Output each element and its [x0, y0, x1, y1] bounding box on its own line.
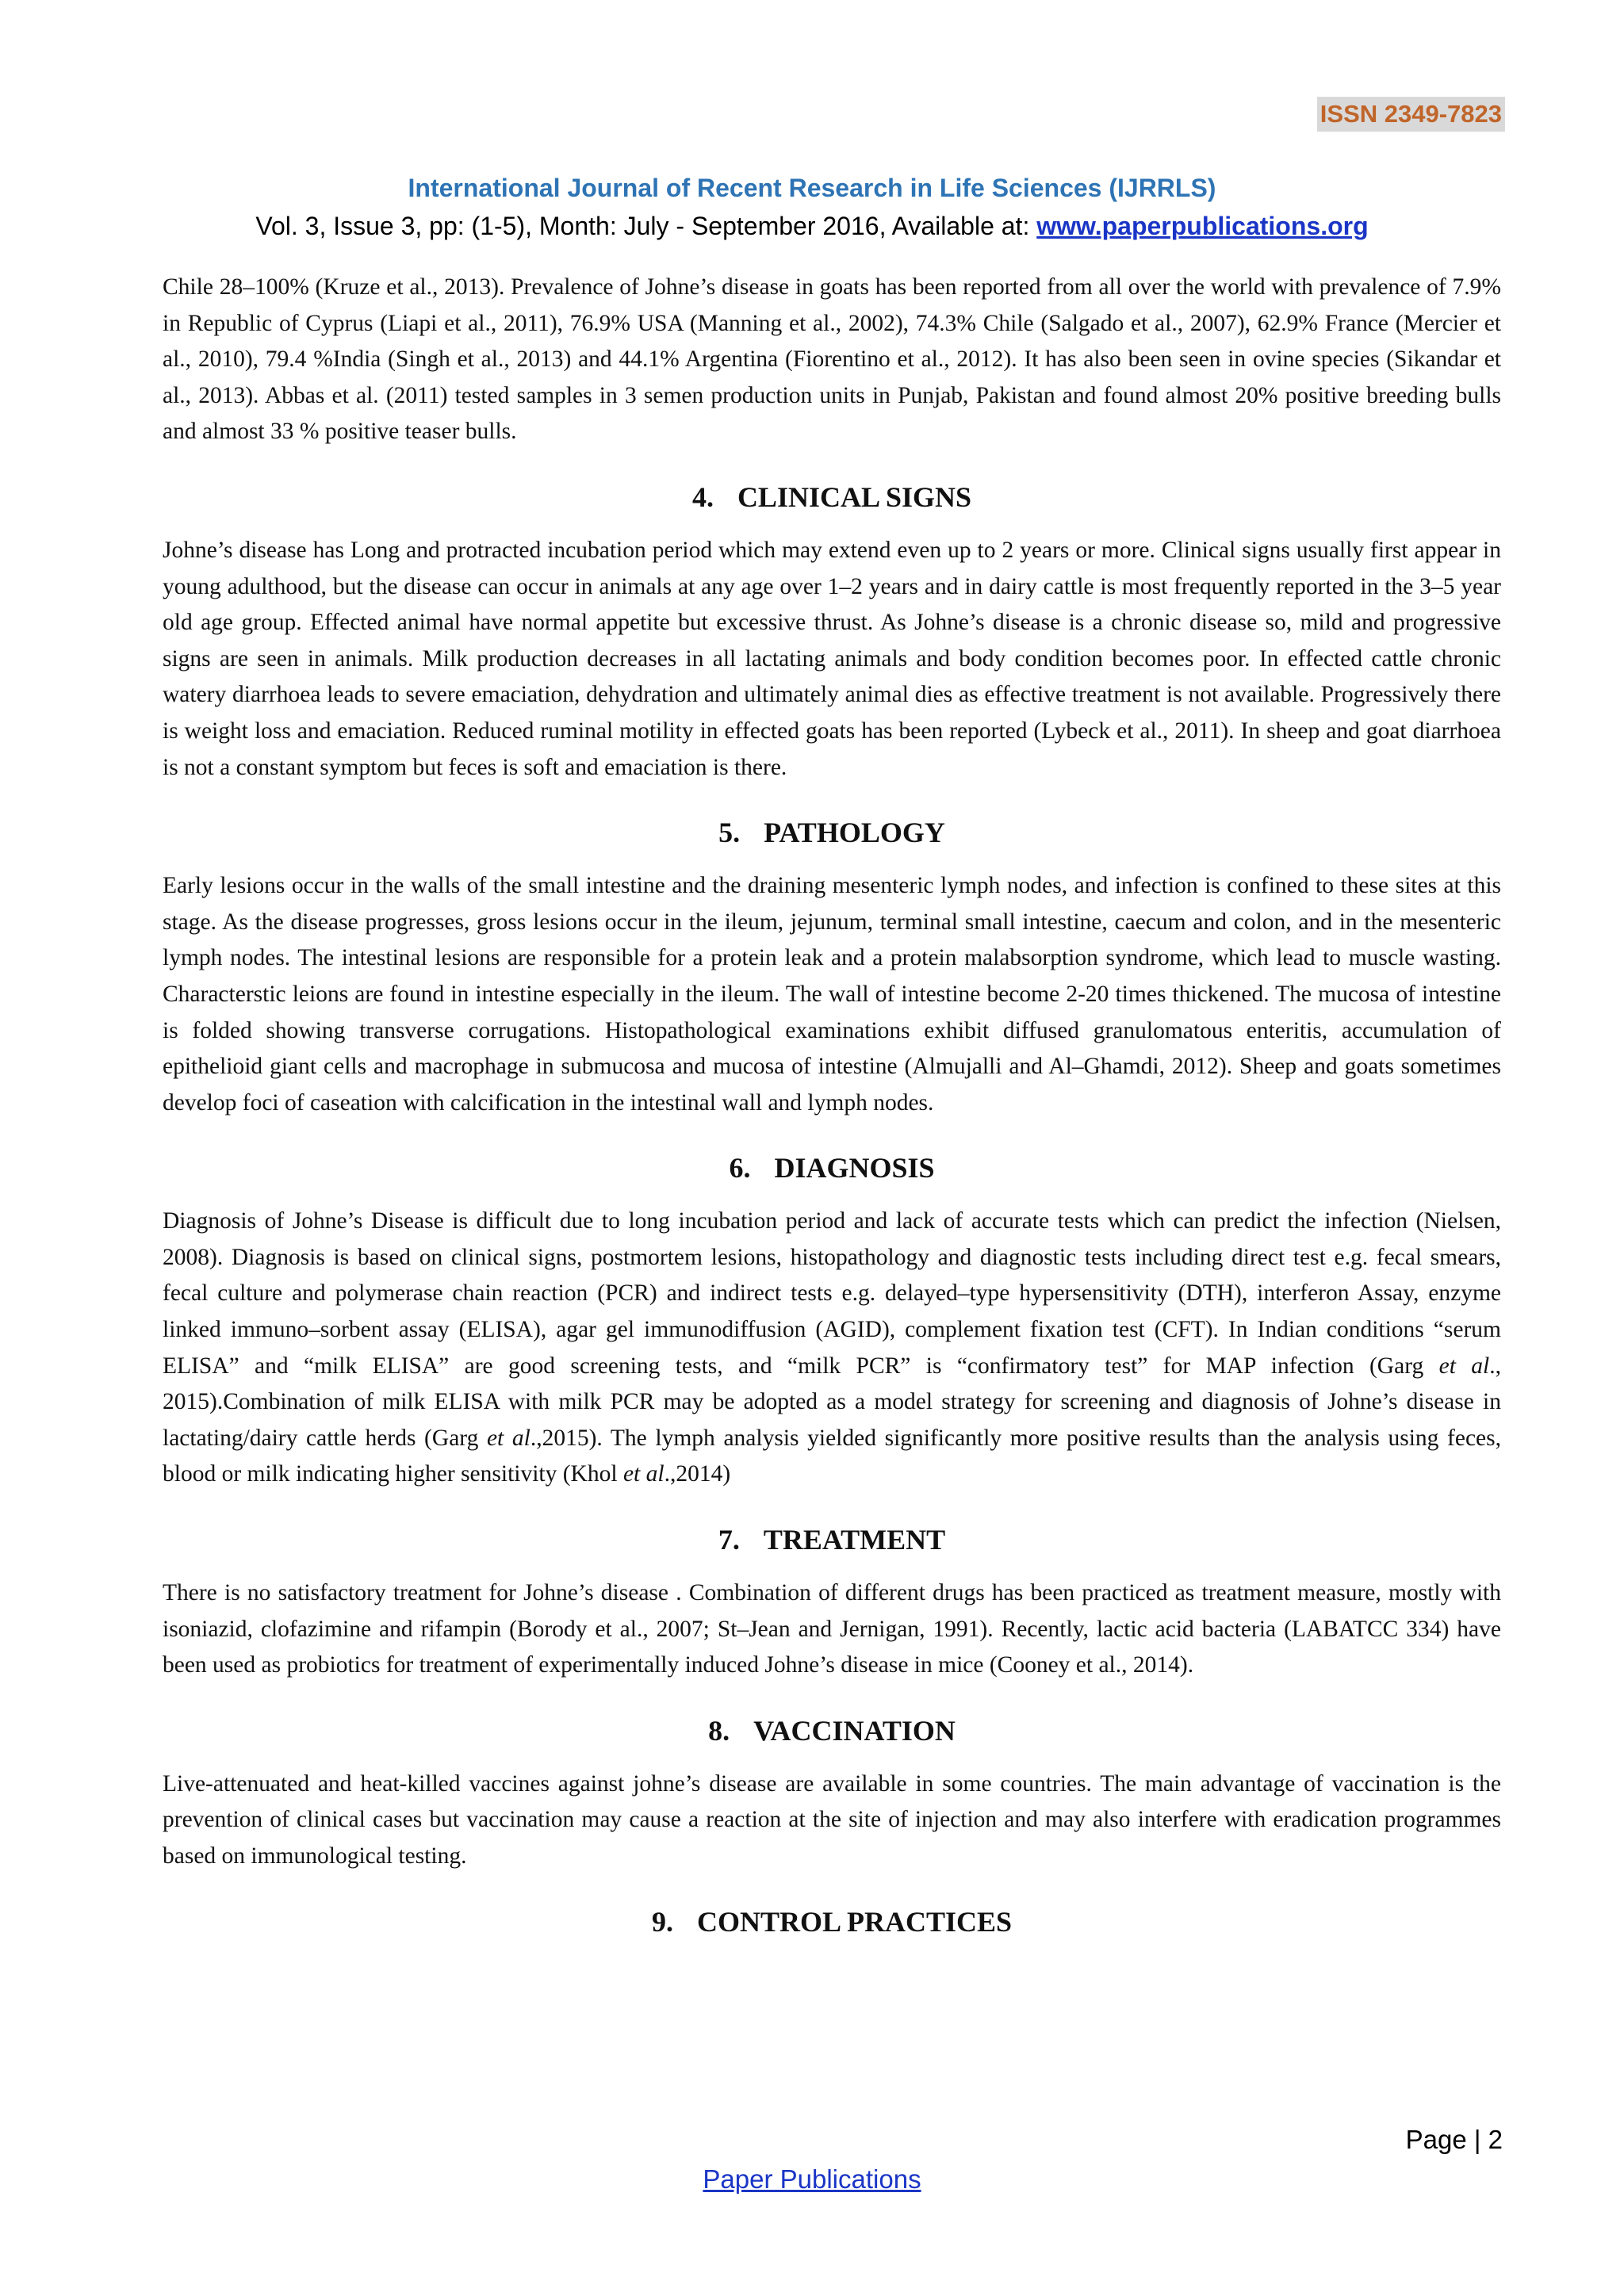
- section-number: 4.: [691, 480, 714, 513]
- section-heading-control-practices: [163, 1904, 1501, 1940]
- section-heading-vaccination: [163, 1712, 1501, 1749]
- section-number: 7.: [718, 1524, 740, 1556]
- section-heading-clinical-signs: [163, 479, 1501, 515]
- section-title: CONTROL PRACTICES: [696, 1905, 1013, 1938]
- section-heading-treatment: [163, 1521, 1501, 1558]
- diagnosis-text: .,2015). The lymph analysis yielded significantly more positive results than the analysis using feces, blood or milk indicating higher sensitivity (Khol: [163, 1425, 1501, 1487]
- section-title: CLINICAL SIGNS: [737, 480, 972, 513]
- section-heading-diagnosis: [163, 1150, 1501, 1186]
- section-number: 5.: [718, 817, 741, 849]
- journal-title: International Journal of Recent Research in Life Sciences (IJRRLS): [408, 174, 1216, 202]
- issn-label: ISSN 2349-7823: [1317, 97, 1505, 132]
- section-number: 9.: [651, 1905, 673, 1938]
- citation-et-al: et al: [622, 1461, 665, 1487]
- section-title: PATHOLOGY: [764, 817, 945, 849]
- section-heading-pathology: [163, 814, 1501, 851]
- diagnosis-text: ., 2015).Combination of milk ELISA with milk PCR may be adopted as a model strategy for screening and diagnosis of Johne’s disease in lactating/dairy cattle herds (Garg: [163, 1353, 1501, 1451]
- citation-et-al: et al: [486, 1425, 530, 1451]
- article-body: [163, 270, 1501, 1940]
- section-title: DIAGNOSIS: [774, 1152, 935, 1184]
- section-number: 6.: [729, 1152, 751, 1184]
- journal-details-text: Vol. 3, Issue 3, pp: (1-5), Month: July - September 2016, Available at:: [255, 212, 1037, 240]
- pathology-paragraph: Early lesions occur in the walls of the small intestine and the draining mesenteric lymph nodes, and infection is confined to these sites at this stage. As the disease progresses, gross lesions occur in the ileum, jejunum, terminal small intestine, caecum and colon, and in the mesenteric lymph nodes. The intestinal lesions are responsible for a protein leak and a protein malabsorption syndrome, which lead to muscle wasting. Characterstic leions are found in intestine especially in the ileum. The wall of intestine become 2-20 times thickened. The mucosa of intestine is folded showing transverse corrugations. Histopathological examinations exhibit diffused granulomatous enteritis, accumulation of epithelioid giant cells and macrophage in submucosa and mucosa of intestine (Almujalli and Al–Ghamdi, 2012). Sheep and goats sometimes develop foci of caseation with calcification in the intestinal wall and lymph nodes.: [163, 873, 1501, 1115]
- section-title: TREATMENT: [763, 1524, 946, 1556]
- section-number: 8.: [708, 1714, 730, 1747]
- diagnosis-text: .,2014): [664, 1461, 731, 1487]
- section-title: VACCINATION: [753, 1714, 956, 1747]
- journal-website-link[interactable]: www.paperpublications.org: [1036, 212, 1369, 240]
- diagnosis-text: Diagnosis of Johne’s Disease is difficult due to long incubation period and lack of accurate tests which can predict the infection (Nielsen, 2008). Diagnosis is based on clinical signs, postmortem lesions, histopathology and diagnostic tests including direct test e.g. fecal smears, fecal culture and polymerase chain reaction (PCR) and indirect tests e.g. delayed–type hypersensitivity (DTH), interferon Assay, enzyme linked immuno–sorbent assay (ELISA), agar gel immunodiffusion (AGID), complement fixation test (CFT). In Indian conditions “serum ELISA” and “milk ELISA” are good screening tests, and “milk PCR” is “confirmatory test” for MAP infection (Garg: [163, 1208, 1501, 1379]
- page-number: Page | 2: [1405, 2125, 1503, 2154]
- diagnosis-paragraph: [163, 1203, 1501, 1493]
- vaccination-paragraph: Live-attenuated and heat-killed vaccines against johne’s disease are available in some countries. The main advantage of vaccination is the prevention of clinical cases but vaccination may cause a reaction at the site of injection and may also interfere with eradication programmes based on immunological testing.: [163, 1770, 1501, 1869]
- treatment-paragraph: There is no satisfactory treatment for Johne’s disease . Combination of different drugs has been practiced as treatment measure, mostly with isoniazid, clofazimine and rifampin (Borody et al., 2007; St–Jean and Jernigan, 1991). Recently, lactic acid bacteria (LABATCC 334) have been used as probiotics for treatment of experimentally induced Johne’s disease in mice (Cooney et al., 2014).: [163, 1580, 1501, 1678]
- journal-details: [0, 209, 1624, 243]
- publisher-link[interactable]: Paper Publications: [703, 2164, 921, 2194]
- intro-paragraph: Chile 28–100% (Kruze et al., 2013). Prevalence of Johne’s disease in goats has been reported from all over the world with prevalence of 7.9% in Republic of Cyprus (Liapi et al., 2011), 76.9% USA (Manning et al., 2002), 74.3% Chile (Salgado et al., 2007), 62.9% France (Mercier et al., 2010), 79.4 %India (Singh et al., 2013) and 44.1% Argentina (Fiorentino et al., 2012). It has also been seen in ovine species (Sikandar et al., 2013). Abbas et al. (2011) tested samples in 3 semen production units in Punjab, Pakistan and found almost 20% positive breeding bulls and almost 33 % positive teaser bulls.: [163, 274, 1501, 445]
- clinical-signs-paragraph: Johne’s disease has Long and protracted incubation period which may extend even up to 2 years or more. Clinical signs usually first appear in young adulthood, but the disease can occur in animals at any age over 1–2 years and in dairy cattle is most frequently reported in the 3–5 year old age group. Effected animal have normal appetite but excessive thrust. As Johne’s disease is a chronic disease so, mild and progressive signs are seen in animals. Milk production decreases in all lactating animals and body condition becomes poor. In effected cattle chronic watery diarrhoea leads to severe emaciation, dehydration and ultimately animal dies as effective treatment is not available. Progressively there is weight loss and emaciation. Reduced ruminal motility in effected goats has been reported (Lybeck et al., 2011). In sheep and goat diarrhoea is not a constant symptom but feces is soft and emaciation is there.: [163, 537, 1501, 780]
- citation-et-al: et al: [1438, 1353, 1490, 1379]
